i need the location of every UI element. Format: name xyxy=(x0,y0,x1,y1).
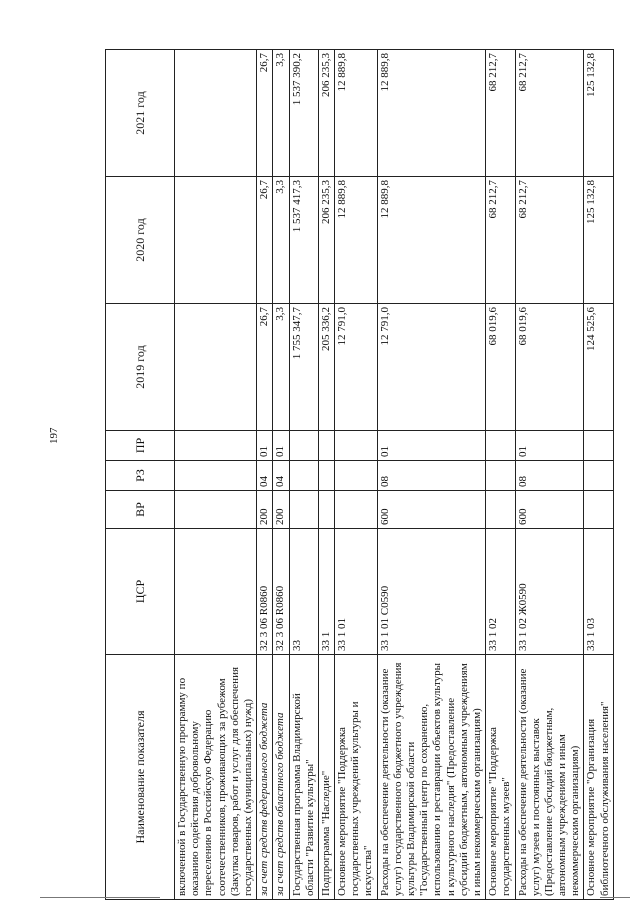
rz-cell xyxy=(318,461,334,491)
pr-cell: 01 xyxy=(257,431,273,461)
value-2021-cell: 3,3 xyxy=(273,50,289,177)
name-cell: Расходы на обеспечение деятельности (оказание услуг) музеев и постоянных выставок (Предоставление субсидий бюджетным, автономным учреждениям и иным некоммерческим организациям) xyxy=(515,655,584,900)
rz-cell: 08 xyxy=(377,461,486,491)
scan-mark xyxy=(600,897,630,898)
header-2021: 2021 год xyxy=(106,50,175,177)
value-2020-cell xyxy=(175,177,257,304)
value-2019-cell: 12 791,0 xyxy=(335,304,378,431)
value-2021-cell: 206 235,3 xyxy=(318,50,334,177)
pr-cell xyxy=(486,431,515,461)
name-cell: Основное мероприятие "Организация библиотечного обслуживания населения" xyxy=(584,655,613,900)
vr-cell xyxy=(289,491,318,529)
value-2021-cell: 1 537 390,2 xyxy=(289,50,318,177)
page-number: 197 xyxy=(48,427,60,444)
pr-cell: 01 xyxy=(377,431,486,461)
value-2019-cell: 26,7 xyxy=(257,304,273,431)
rz-cell xyxy=(175,461,257,491)
rz-cell: 04 xyxy=(273,461,289,491)
csr-cell: 33 1 02 Ж0590 xyxy=(515,529,584,655)
csr-cell: 33 1 03 xyxy=(584,529,613,655)
vr-cell: 200 xyxy=(257,491,273,529)
value-2021-cell: 68 212,7 xyxy=(515,50,584,177)
value-2019-cell: 205 336,2 xyxy=(318,304,334,431)
name-cell: за счет средств федерального бюджета xyxy=(257,655,273,900)
table-row xyxy=(318,50,334,900)
value-2019-cell: 3,3 xyxy=(273,304,289,431)
rz-cell xyxy=(486,461,515,491)
value-2020-cell: 206 235,3 xyxy=(318,177,334,304)
csr-cell: 32 3 06 R0860 xyxy=(273,529,289,655)
pr-cell xyxy=(318,431,334,461)
value-2020-cell: 68 212,7 xyxy=(486,177,515,304)
table-row xyxy=(377,50,486,900)
value-2019-cell xyxy=(175,304,257,431)
pr-cell xyxy=(175,431,257,461)
csr-cell xyxy=(175,529,257,655)
vr-cell: 200 xyxy=(273,491,289,529)
pr-cell: 01 xyxy=(273,431,289,461)
value-2020-cell: 12 889,8 xyxy=(377,177,486,304)
vr-cell xyxy=(335,491,378,529)
value-2021-cell: 125 132,8 xyxy=(584,50,613,177)
value-2020-cell: 12 889,8 xyxy=(335,177,378,304)
vr-cell: 600 xyxy=(377,491,486,529)
csr-cell: 33 1 xyxy=(318,529,334,655)
table-row xyxy=(584,50,613,900)
name-cell: Государственная программа Владимирской области "Развитие культуры" xyxy=(289,655,318,900)
header-pr: ПР xyxy=(106,431,175,461)
name-cell: включенной в Государственную программу по оказанию содействия добровольному переселению в Российскую Федерацию соотечественников, проживающих за рубежом (Закупка товаров, работ и услуг для обеспечения государственных (муниципальных) нужд) xyxy=(175,655,257,900)
table-row xyxy=(257,50,273,900)
name-cell: Основное мероприятие "Поддержка государственных учреждений культуры и искусства" xyxy=(335,655,378,900)
csr-cell: 33 1 02 xyxy=(486,529,515,655)
csr-cell: 33 1 01 С0590 xyxy=(377,529,486,655)
header-name: Наименование показателя xyxy=(106,655,175,900)
value-2021-cell: 26,7 xyxy=(257,50,273,177)
name-cell: Основное мероприятие "Поддержка государственных музеев" xyxy=(486,655,515,900)
name-cell: за счет средств областного бюджета xyxy=(273,655,289,900)
header-csr: ЦСР xyxy=(106,529,175,655)
pr-cell xyxy=(289,431,318,461)
name-cell: Расходы на обеспечение деятельности (оказание услуг) государственного бюджетного учреждения культуры Владимирской области "Государственный центр по сохранению, использованию и реставрации объектов культуры и культурного наследия" (Предоставление субсидий бюджетным, автономным учреждениям и иным некоммерческим организациям) xyxy=(377,655,486,900)
name-cell: Подпрограмма "Наследие" xyxy=(318,655,334,900)
value-2021-cell: 12 889,8 xyxy=(335,50,378,177)
value-2020-cell: 1 537 417,3 xyxy=(289,177,318,304)
pr-cell xyxy=(335,431,378,461)
vr-cell xyxy=(584,491,613,529)
header-2020: 2020 год xyxy=(106,177,175,304)
table-row xyxy=(335,50,378,900)
rz-cell: 04 xyxy=(257,461,273,491)
value-2019-cell: 68 019,6 xyxy=(486,304,515,431)
pr-cell: 01 xyxy=(515,431,584,461)
table-row xyxy=(175,50,257,900)
rotated-table-container xyxy=(105,50,614,900)
value-2020-cell: 68 212,7 xyxy=(515,177,584,304)
rz-cell xyxy=(335,461,378,491)
value-2019-cell: 12 791,0 xyxy=(377,304,486,431)
vr-cell xyxy=(175,491,257,529)
table-row xyxy=(486,50,515,900)
pr-cell xyxy=(584,431,613,461)
table-row xyxy=(273,50,289,900)
value-2021-cell xyxy=(175,50,257,177)
value-2020-cell: 26,7 xyxy=(257,177,273,304)
scan-mark xyxy=(40,897,160,898)
value-2021-cell: 12 889,8 xyxy=(377,50,486,177)
header-rz: РЗ xyxy=(106,461,175,491)
vr-cell xyxy=(486,491,515,529)
vr-cell: 600 xyxy=(515,491,584,529)
header-vr: ВР xyxy=(106,491,175,529)
csr-cell: 33 xyxy=(289,529,318,655)
table-header-row xyxy=(106,50,175,900)
csr-cell: 32 3 06 R0860 xyxy=(257,529,273,655)
vr-cell xyxy=(318,491,334,529)
rz-cell: 08 xyxy=(515,461,584,491)
value-2019-cell: 1 755 347,7 xyxy=(289,304,318,431)
value-2019-cell: 68 019,6 xyxy=(515,304,584,431)
csr-cell: 33 1 01 xyxy=(335,529,378,655)
rz-cell xyxy=(289,461,318,491)
table-row xyxy=(289,50,318,900)
value-2020-cell: 3,3 xyxy=(273,177,289,304)
rz-cell xyxy=(584,461,613,491)
table-row xyxy=(515,50,584,900)
value-2020-cell: 125 132,8 xyxy=(584,177,613,304)
value-2021-cell: 68 212,7 xyxy=(486,50,515,177)
value-2019-cell: 124 525,6 xyxy=(584,304,613,431)
header-2019: 2019 год xyxy=(106,304,175,431)
budget-table xyxy=(105,49,614,900)
